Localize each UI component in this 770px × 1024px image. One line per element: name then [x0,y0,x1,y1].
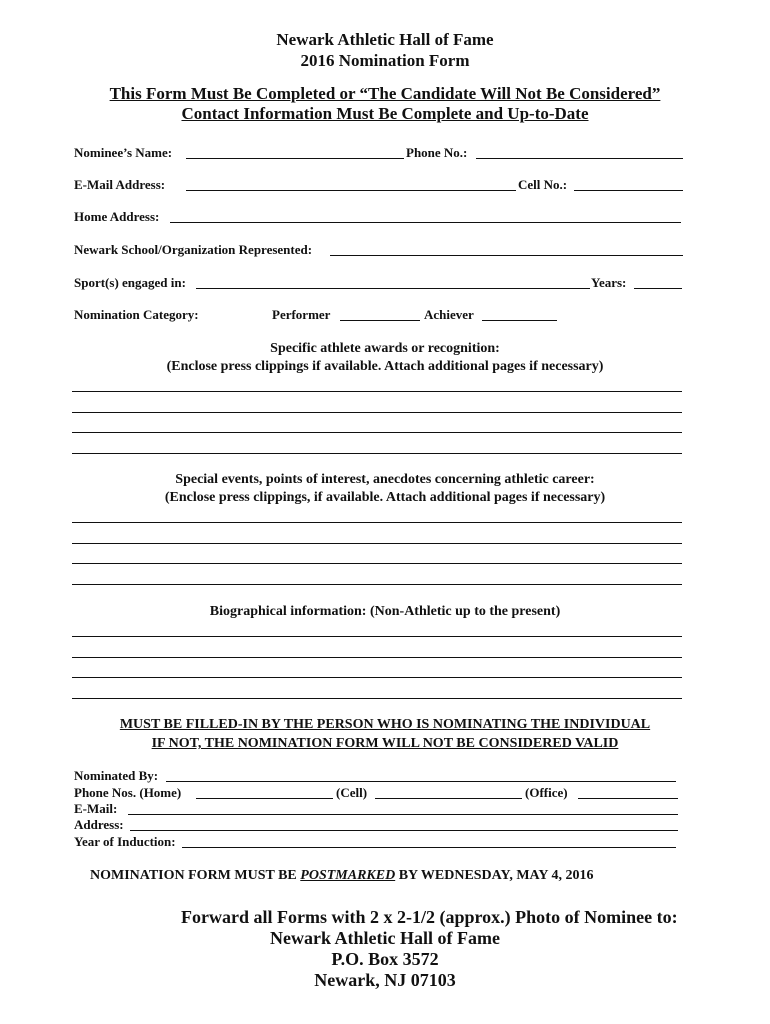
awards-line[interactable] [72,432,682,433]
form-title: 2016 Nomination Form [300,51,470,70]
year-induction-label: Year of Induction: [74,834,176,849]
org-title: Newark Athletic Hall of Fame [276,30,494,49]
cell-no-field[interactable] [574,190,683,191]
category-label: Nomination Category: [74,307,199,322]
awards-note: (Enclose press clippings if available. Attach additional pages if necessary) [166,359,604,374]
nominated-by-field[interactable] [166,781,676,782]
phone-office-field[interactable] [578,798,678,799]
events-line[interactable] [72,584,682,585]
achiever-label: Achiever [424,307,474,322]
year-induction-field[interactable] [182,847,676,848]
cell-label: (Cell) [336,785,368,800]
mailing-city: Newark, NJ 07103 [314,970,456,990]
nominated-by-label: Nominated By: [74,768,159,783]
nominee-name-field[interactable] [186,158,404,159]
phone-no-label: Phone No.: [406,145,468,160]
mailing-po-box: P.O. Box 3572 [331,949,439,969]
sports-field[interactable] [196,288,590,289]
awards-line[interactable] [72,412,682,413]
email-label: E-Mail Address: [74,177,166,192]
warning-complete: This Form Must Be Completed or “The Candidate Will Not Be Considered” [109,84,661,103]
sports-label: Sport(s) engaged in: [74,275,186,290]
school-org-label: Newark School/Organization Represented: [74,242,313,257]
home-address-label: Home Address: [74,209,160,224]
phone-home-field[interactable] [196,798,333,799]
years-label: Years: [591,275,627,290]
awards-line[interactable] [72,453,682,454]
deadline-emphasis: POSTMARKED [300,868,396,883]
performer-label: Performer [272,307,331,322]
awards-title: Specific athlete awards or recognition: [270,341,500,356]
email-field[interactable] [186,190,516,191]
phone-no-field[interactable] [476,158,683,159]
events-title: Special events, points of interest, anecdotes concerning athletic career: [175,472,595,487]
events-note: (Enclose press clippings, if available. Attach additional pages if necessary) [164,490,606,505]
nominator-address-label: Address: [74,817,124,832]
deadline-suffix: BY WEDNESDAY, MAY 4, 2016 [395,868,594,883]
forward-instructions: Forward all Forms with 2 x 2-1/2 (approx.) Photo of Nominee to: [181,907,678,927]
deadline-prefix: NOMINATION FORM MUST BE [90,868,301,883]
validity-notice: IF NOT, THE NOMINATION FORM WILL NOT BE CONSIDERED VALID [151,736,619,751]
events-line[interactable] [72,522,682,523]
performer-field[interactable] [340,320,420,321]
office-label: (Office) [525,785,568,800]
deadline-text [90,868,593,884]
bio-line[interactable] [72,698,682,699]
bio-line[interactable] [72,636,682,637]
nominator-email-label: E-Mail: [74,801,118,816]
nominator-address-field[interactable] [130,830,678,831]
bio-title: Biographical information: (Non-Athletic up to the present) [209,604,561,619]
phone-cell-field[interactable] [375,798,522,799]
events-line[interactable] [72,563,682,564]
bio-line[interactable] [72,677,682,678]
nominator-email-field[interactable] [128,814,678,815]
home-address-field[interactable] [170,222,681,223]
awards-line[interactable] [72,391,682,392]
mailing-org: Newark Athletic Hall of Fame [270,928,500,948]
nominator-notice: MUST BE FILLED-IN BY THE PERSON WHO IS NOMINATING THE INDIVIDUAL [119,717,651,732]
warning-contact: Contact Information Must Be Complete and Up-to-Date [181,104,589,123]
events-line[interactable] [72,543,682,544]
achiever-field[interactable] [482,320,557,321]
cell-no-label: Cell No.: [518,177,568,192]
phone-home-label: Phone Nos. (Home) [74,785,182,800]
nominee-name-label: Nominee’s Name: [74,145,173,160]
school-org-field[interactable] [330,255,683,256]
bio-line[interactable] [72,657,682,658]
years-field[interactable] [634,288,682,289]
